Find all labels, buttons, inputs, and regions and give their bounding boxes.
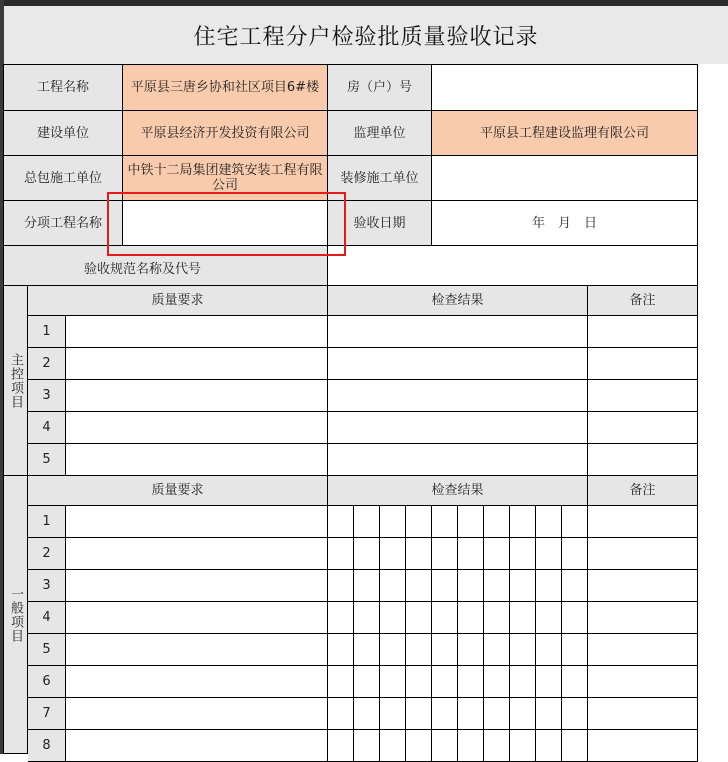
subproject-cell[interactable] — [123, 201, 328, 246]
general-result-subcell[interactable] — [354, 698, 380, 730]
general-quality-cell[interactable] — [66, 506, 328, 538]
general-result-subcell[interactable] — [328, 666, 354, 698]
general-result-subcell[interactable] — [406, 506, 432, 538]
general-result-subcell[interactable] — [536, 666, 562, 698]
project-name-label: 工程名称 — [4, 65, 123, 111]
general-result-subcell[interactable] — [510, 602, 536, 634]
main-quality-cell[interactable] — [66, 316, 328, 348]
general-result-subcell[interactable] — [536, 634, 562, 666]
general-result-subcell[interactable] — [354, 570, 380, 602]
general-quality-cell[interactable] — [66, 698, 328, 730]
general-result-subcell[interactable] — [380, 666, 406, 698]
room-number-label: 房（户）号 — [328, 65, 432, 111]
spec-label: 验收规范名称及代号 — [4, 246, 328, 286]
general-result-subcell[interactable] — [562, 602, 588, 634]
general-result-subcell[interactable] — [432, 730, 458, 762]
main-note-cell[interactable] — [588, 444, 698, 476]
builder-label: 建设单位 — [4, 111, 123, 156]
general-row-number: 1 — [28, 506, 66, 538]
general-result-subcell[interactable] — [510, 634, 536, 666]
general-result-subcell[interactable] — [354, 730, 380, 762]
general-result-subcell[interactable] — [510, 538, 536, 570]
decoration-contractor-label: 装修施工单位 — [328, 156, 432, 201]
general-result-subcell[interactable] — [432, 634, 458, 666]
general-result-subcell[interactable] — [510, 570, 536, 602]
general-result-subcell[interactable] — [406, 698, 432, 730]
general-result-subcell[interactable] — [380, 602, 406, 634]
general-note-cell[interactable] — [588, 538, 698, 570]
main-row-number: 2 — [28, 348, 66, 380]
form-title: 住宅工程分户检验批质量验收记录 — [4, 6, 728, 64]
project-name-cell[interactable]: 平原县三唐乡协和社区项目6#楼 — [123, 65, 328, 111]
main-row-number: 3 — [28, 380, 66, 412]
general-result-subcell[interactable] — [458, 506, 484, 538]
general-result-subcell[interactable] — [484, 506, 510, 538]
general-result-subcell[interactable] — [354, 538, 380, 570]
main-note-header: 备注 — [588, 286, 698, 316]
general-result-subcell[interactable] — [458, 666, 484, 698]
main-quality-cell[interactable] — [66, 348, 328, 380]
general-result-subcell[interactable] — [562, 698, 588, 730]
main-result-cell[interactable] — [328, 444, 588, 476]
general-result-subcell[interactable] — [510, 698, 536, 730]
acceptance-date-cell[interactable]: 年 月 日 — [432, 201, 698, 246]
general-result-subcell[interactable] — [562, 570, 588, 602]
general-result-subcell[interactable] — [380, 506, 406, 538]
general-row-number: 7 — [28, 698, 66, 730]
general-note-cell[interactable] — [588, 602, 698, 634]
general-quality-cell[interactable] — [66, 570, 328, 602]
general-result-subcell[interactable] — [328, 730, 354, 762]
general-result-subcell[interactable] — [380, 538, 406, 570]
general-result-subcell[interactable] — [432, 570, 458, 602]
general-result-subcell[interactable] — [484, 602, 510, 634]
general-result-subcell[interactable] — [380, 634, 406, 666]
main-row-number: 1 — [28, 316, 66, 348]
general-row-number: 2 — [28, 538, 66, 570]
general-contractor-cell[interactable]: 中铁十二局集团建筑安装工程有限公司 — [123, 156, 328, 201]
general-result-subcell[interactable] — [406, 666, 432, 698]
general-result-subcell[interactable] — [484, 698, 510, 730]
general-result-subcell[interactable] — [562, 506, 588, 538]
general-result-subcell[interactable] — [536, 538, 562, 570]
general-result-subcell[interactable] — [458, 634, 484, 666]
general-result-subcell[interactable] — [510, 506, 536, 538]
general-row-number: 4 — [28, 602, 66, 634]
general-quality-cell[interactable] — [66, 538, 328, 570]
general-quality-cell[interactable] — [66, 634, 328, 666]
general-section-label: 一般项目 — [4, 476, 28, 754]
general-row-number: 6 — [28, 666, 66, 698]
subproject-label: 分项工程名称 — [4, 201, 123, 246]
general-result-subcell[interactable] — [432, 698, 458, 730]
general-result-subcell[interactable] — [562, 538, 588, 570]
general-result-subcell[interactable] — [536, 506, 562, 538]
general-note-cell[interactable] — [588, 570, 698, 602]
general-contractor-label: 总包施工单位 — [4, 156, 123, 201]
general-quality-cell[interactable] — [66, 666, 328, 698]
decoration-contractor-cell[interactable] — [432, 156, 698, 201]
general-quality-header: 质量要求 — [28, 476, 328, 506]
general-result-subcell[interactable] — [536, 602, 562, 634]
general-result-subcell[interactable] — [328, 570, 354, 602]
general-result-subcell[interactable] — [458, 538, 484, 570]
general-result-subcell[interactable] — [380, 570, 406, 602]
general-result-subcell[interactable] — [484, 570, 510, 602]
general-result-subcell[interactable] — [458, 602, 484, 634]
general-result-subcell[interactable] — [328, 538, 354, 570]
main-note-cell[interactable] — [588, 412, 698, 444]
main-result-cell[interactable] — [328, 316, 588, 348]
main-quality-cell[interactable] — [66, 412, 328, 444]
general-result-subcell[interactable] — [432, 538, 458, 570]
main-note-cell[interactable] — [588, 316, 698, 348]
main-result-header: 检查结果 — [328, 286, 588, 316]
general-quality-cell[interactable] — [66, 730, 328, 762]
general-quality-cell[interactable] — [66, 602, 328, 634]
general-result-subcell[interactable] — [484, 634, 510, 666]
main-quality-cell[interactable] — [66, 444, 328, 476]
main-note-cell[interactable] — [588, 348, 698, 380]
general-result-subcell[interactable] — [406, 570, 432, 602]
general-result-subcell[interactable] — [328, 698, 354, 730]
general-result-subcell[interactable] — [354, 506, 380, 538]
general-result-subcell[interactable] — [536, 570, 562, 602]
general-result-subcell[interactable] — [354, 634, 380, 666]
main-result-cell[interactable] — [328, 380, 588, 412]
main-quality-cell[interactable] — [66, 380, 328, 412]
acceptance-date-label: 验收日期 — [328, 201, 432, 246]
general-result-subcell[interactable] — [432, 506, 458, 538]
general-result-subcell[interactable] — [406, 730, 432, 762]
general-result-subcell[interactable] — [484, 666, 510, 698]
general-result-subcell[interactable] — [562, 634, 588, 666]
room-number-cell[interactable] — [432, 65, 698, 111]
supervisor-label: 监理单位 — [328, 111, 432, 156]
main-row-number: 5 — [28, 444, 66, 476]
main-result-cell[interactable] — [328, 348, 588, 380]
general-result-subcell[interactable] — [458, 730, 484, 762]
general-result-subcell[interactable] — [380, 698, 406, 730]
general-result-subcell[interactable] — [328, 634, 354, 666]
general-result-subcell[interactable] — [484, 730, 510, 762]
general-result-subcell[interactable] — [458, 570, 484, 602]
general-result-subcell[interactable] — [458, 698, 484, 730]
general-result-subcell[interactable] — [536, 698, 562, 730]
general-note-cell[interactable] — [588, 506, 698, 538]
general-result-subcell[interactable] — [484, 538, 510, 570]
general-result-subcell[interactable] — [562, 666, 588, 698]
general-result-subcell[interactable] — [328, 602, 354, 634]
main-row-number: 4 — [28, 412, 66, 444]
general-result-subcell[interactable] — [354, 666, 380, 698]
general-result-subcell[interactable] — [354, 602, 380, 634]
main-control-section-label: 主控项目 — [4, 286, 28, 476]
general-result-subcell[interactable] — [536, 730, 562, 762]
general-result-subcell[interactable] — [562, 730, 588, 762]
general-note-cell[interactable] — [588, 698, 698, 730]
main-result-cell[interactable] — [328, 412, 588, 444]
general-result-subcell[interactable] — [510, 730, 536, 762]
general-result-subcell[interactable] — [406, 634, 432, 666]
general-note-header: 备注 — [588, 476, 698, 506]
general-row-number: 3 — [28, 570, 66, 602]
general-note-cell[interactable] — [588, 666, 698, 698]
general-row-number: 5 — [28, 634, 66, 666]
general-note-cell[interactable] — [588, 634, 698, 666]
spec-cell[interactable] — [328, 246, 698, 286]
main-note-cell[interactable] — [588, 380, 698, 412]
general-note-cell[interactable] — [588, 730, 698, 762]
builder-cell[interactable]: 平原县经济开发投资有限公司 — [123, 111, 328, 156]
general-result-subcell[interactable] — [432, 602, 458, 634]
general-row-number: 8 — [28, 730, 66, 762]
general-result-subcell[interactable] — [380, 730, 406, 762]
general-result-subcell[interactable] — [406, 538, 432, 570]
supervisor-cell[interactable]: 平原县工程建设监理有限公司 — [432, 111, 698, 156]
general-result-subcell[interactable] — [510, 666, 536, 698]
general-result-header: 检查结果 — [328, 476, 588, 506]
general-result-subcell[interactable] — [406, 602, 432, 634]
main-quality-header: 质量要求 — [28, 286, 328, 316]
general-result-subcell[interactable] — [328, 506, 354, 538]
general-result-subcell[interactable] — [432, 666, 458, 698]
